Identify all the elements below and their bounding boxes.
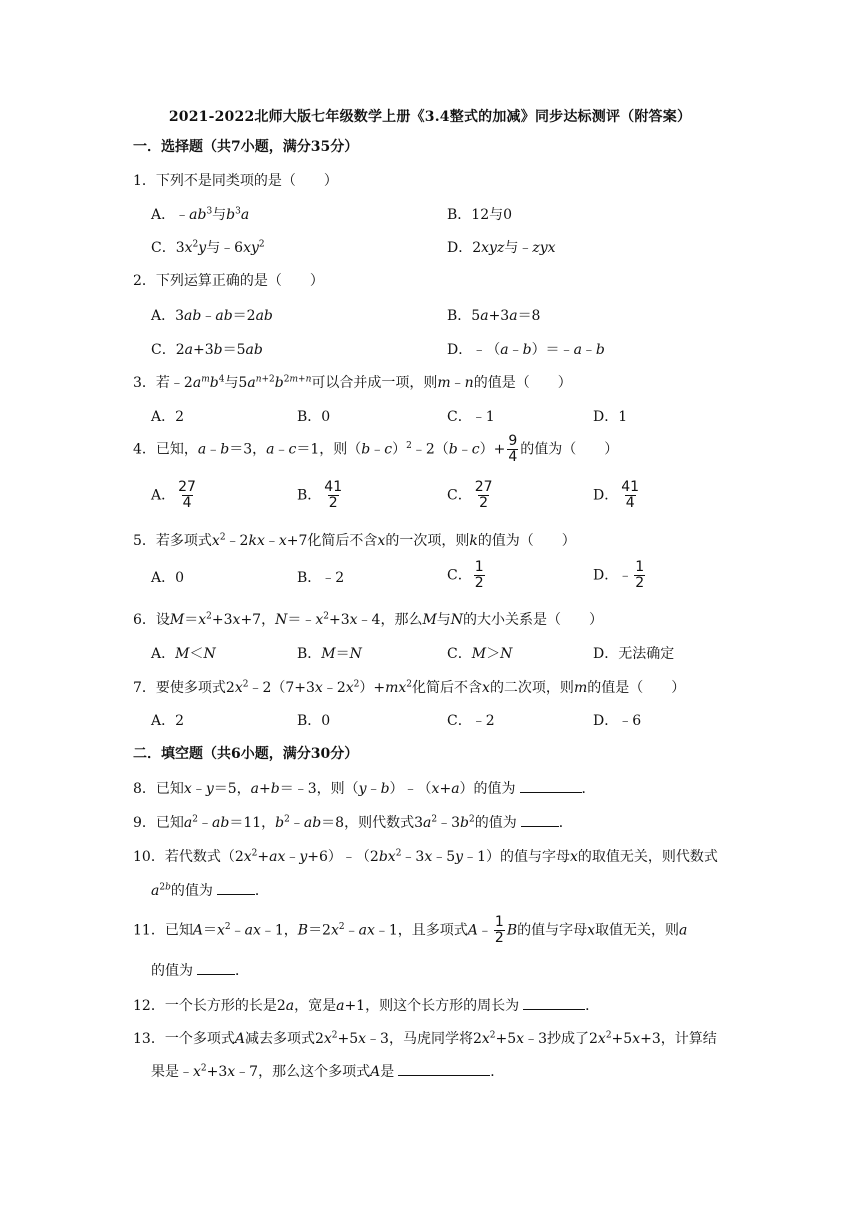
q1-option-d: D．2xyz与﹣zyx	[447, 240, 556, 256]
section-heading-fill: 二．填空题（共6小题，满分30分）	[133, 746, 359, 762]
answer-blank	[217, 882, 255, 895]
q1-option-b: B．12与0	[447, 207, 513, 223]
q3-option-d: D．1	[593, 409, 628, 425]
q11-fraction: $\frac{1}{2}$	[494, 914, 504, 946]
q1-option-c: C．$3x^2y$与$﹣6xy^2$	[151, 239, 265, 256]
question-13: 13．一个多项式A减去多项式$2x^2+5x﹣3$，马虎同学将$2x^2+5x﹣3$抄成了$2x^2+5x+3$，计算结	[133, 1030, 717, 1047]
question-9: 9．已知$a^2﹣ab=11$，$b^2﹣ab=8$，则代数式$3a^2﹣3b^2$的值为 ．	[133, 814, 573, 831]
answer-blank	[197, 962, 235, 975]
q5-option-a: A．0	[151, 570, 185, 586]
q5-option-b: B．﹣2	[297, 570, 345, 586]
q4-option-a: A． $\frac{27}{4}$	[151, 479, 196, 511]
q4-option-d: D． $\frac{41}{4}$	[593, 479, 640, 511]
q7-option-d: D．﹣6	[593, 713, 642, 729]
question-10: 10．若代数式$(2x^2+ax﹣y+6)﹣(2bx^2﹣3x﹣5y﹣1)$的值与字母x的取值无关，则代数式	[133, 848, 718, 865]
question-8: 8．已知x﹣y＝5，a+b＝﹣3，则（y﹣b）﹣（x+a）的值为 ．	[133, 781, 596, 797]
q5-option-d: D．﹣ $\frac{1}{2}$	[593, 559, 645, 591]
answer-blank	[520, 780, 582, 793]
q5-option-c: C． $\frac{1}{2}$	[447, 559, 484, 591]
question-12: 12．一个长方形的长是2a，宽是a+1，则这个长方形的周长为 ．	[133, 998, 600, 1014]
answer-blank	[523, 997, 585, 1010]
question-2: 2．下列运算正确的是（ ）	[133, 273, 324, 289]
question-11: 11．已知$A=x^2﹣ax﹣1$，$B=2x^2﹣ax﹣1$，且多项式A﹣ $\frac{1}{2}$ B的值与字母x取值无关，则a	[133, 914, 688, 946]
question-11-cont: 的值为 ．	[151, 963, 249, 979]
section-heading-choice: 一．选择题（共7小题，满分35分）	[133, 139, 359, 155]
q7-option-c: C．﹣2	[447, 713, 495, 729]
question-5: 5．若多项式$x^2﹣2kx﹣x+7$化简后不含x的一次项，则k的值为（ ）	[133, 532, 576, 549]
q1-option-a: A．$﹣ab^3$与$b^3a$	[151, 206, 250, 223]
q2-option-d: D．﹣（a﹣b）＝﹣a﹣b	[447, 342, 605, 358]
question-7: 7．要使多项式$2x^2﹣2(7+3x﹣2x^2)+mx^2$化简后不含x的二次项，则m的值是（ ）	[133, 679, 686, 696]
answer-blank	[521, 814, 559, 827]
q2-option-b: B．5a+3a＝8	[447, 308, 541, 324]
q2-option-c: C．2a+3b＝5ab	[151, 342, 263, 358]
q4-fraction: $\frac{9}{4}$	[508, 433, 518, 465]
q6-option-b: B．M＝N	[297, 646, 362, 662]
question-3: 3．若$﹣2a^mb^4$与$5a^{n+2}b^{2m+n}$可以合并成一项，则m﹣n的值是（ ）	[133, 374, 572, 391]
q2-option-a: A．3ab﹣ab＝2ab	[151, 308, 273, 324]
q6-option-d: D．无法确定	[593, 646, 675, 662]
q4-option-b: B． $\frac{41}{2}$	[297, 479, 343, 511]
question-10-cont: $a^{2b}$的值为 ．	[151, 882, 269, 899]
q7-option-a: A．2	[151, 713, 185, 729]
answer-blank	[398, 1063, 490, 1076]
q3-option-b: B．0	[297, 409, 331, 425]
q6-option-c: C．M＞N	[447, 646, 513, 662]
q4-option-c: C． $\frac{27}{2}$	[447, 479, 493, 511]
question-6: 6．设$M=x^2+3x+7$，$N=﹣x^2+3x﹣4$，那么M与N的大小关系是（ ）	[133, 611, 604, 628]
q7-option-b: B．0	[297, 713, 331, 729]
question-13-cont: 果是$﹣x^2+3x﹣7$，那么这个多项式A是 ．	[151, 1063, 505, 1080]
q3-option-c: C．﹣1	[447, 409, 495, 425]
question-1: 1．下列不是同类项的是（ ）	[133, 173, 338, 189]
question-4: 4．已知，a﹣b＝3，a﹣c＝1，则（b﹣c）$^2$﹣2（b﹣c）+ $\frac{9}{4}$ 的值为（ ）	[133, 433, 619, 465]
page-title: 2021-2022北师大版七年级数学上册《3.4整式的加减》同步达标测评（附答案）	[168, 109, 692, 125]
q6-option-a: A．M＜N	[151, 646, 216, 662]
q3-option-a: A．2	[151, 409, 185, 425]
